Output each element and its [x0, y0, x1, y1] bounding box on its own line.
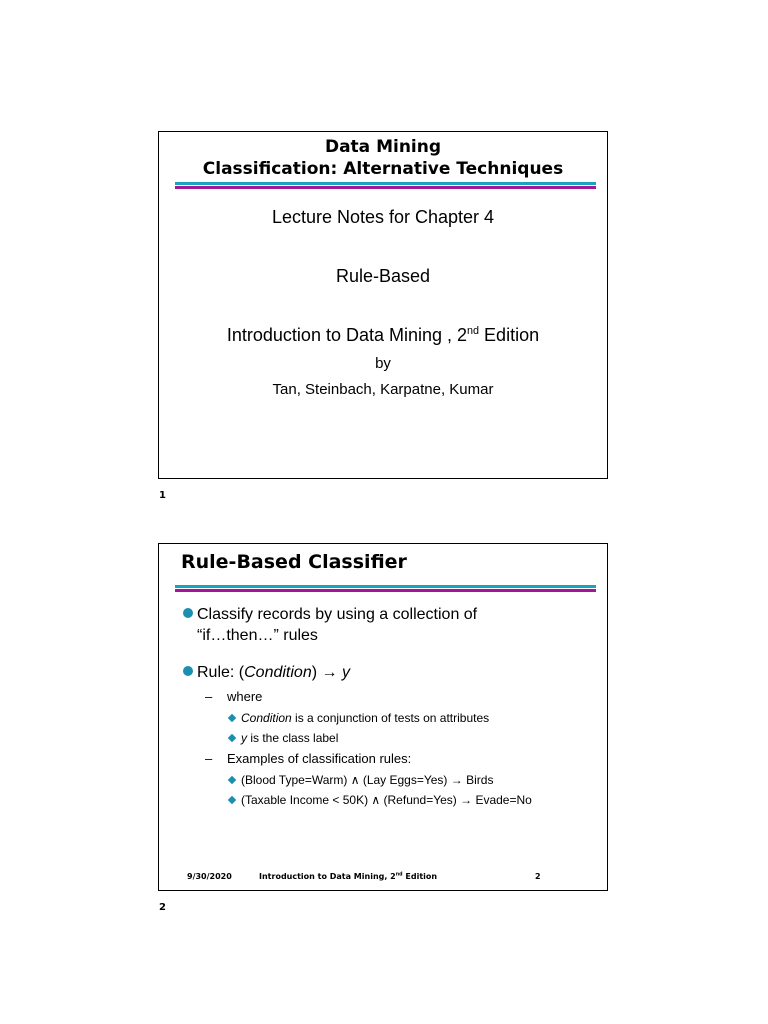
title-divider [175, 182, 596, 189]
slide-2-title: Rule-Based Classifier [181, 551, 407, 573]
page-number-2: 2 [159, 902, 166, 913]
title-line-1: Data Mining [324, 137, 442, 157]
page-number-1: 1 [159, 490, 166, 501]
subtitle: Lecture Notes for Chapter 4 [271, 207, 495, 227]
footer-page-number: 2 [535, 872, 541, 881]
bullet-rule: Rule: (Condition) → y [183, 662, 350, 683]
title-line-2: Classification: Alternative Techniques [202, 159, 564, 179]
diamond-bullet-icon [228, 714, 236, 722]
authors: Tan, Steinbach, Karpatne, Kumar [272, 381, 494, 398]
where-item: Condition is a conjunction of tests on attributes [229, 711, 489, 725]
where-item: y is the class label [229, 731, 338, 745]
example-rule: (Blood Type=Warm) ∧ (Lay Eggs=Yes) → Birds [229, 773, 493, 787]
examples-label: – Examples of classification rules: [205, 751, 412, 766]
title-divider [175, 585, 596, 592]
diamond-bullet-icon [228, 796, 236, 804]
bullet-classify: Classify records by using a collection of “if…then…” rules [183, 604, 477, 646]
where-label: – where [205, 689, 263, 704]
book-title: Introduction to Data Mining , 2nd Edition [226, 325, 540, 345]
slide-1-title [159, 136, 607, 180]
by-label: by [375, 355, 391, 372]
slide-2 [158, 543, 608, 891]
example-rule: (Taxable Income < 50K) ∧ (Refund=Yes) → Evade=No [229, 793, 532, 807]
bullet-dot-icon [183, 608, 193, 618]
footer-date: 9/30/2020 [187, 872, 232, 881]
footer-title: Introduction to Data Mining, 2nd Edition [259, 872, 438, 881]
diamond-bullet-icon [228, 734, 236, 742]
slide-1 [158, 131, 608, 479]
diamond-bullet-icon [228, 776, 236, 784]
topic: Rule-Based [335, 266, 431, 286]
bullet-dot-icon [183, 666, 193, 676]
